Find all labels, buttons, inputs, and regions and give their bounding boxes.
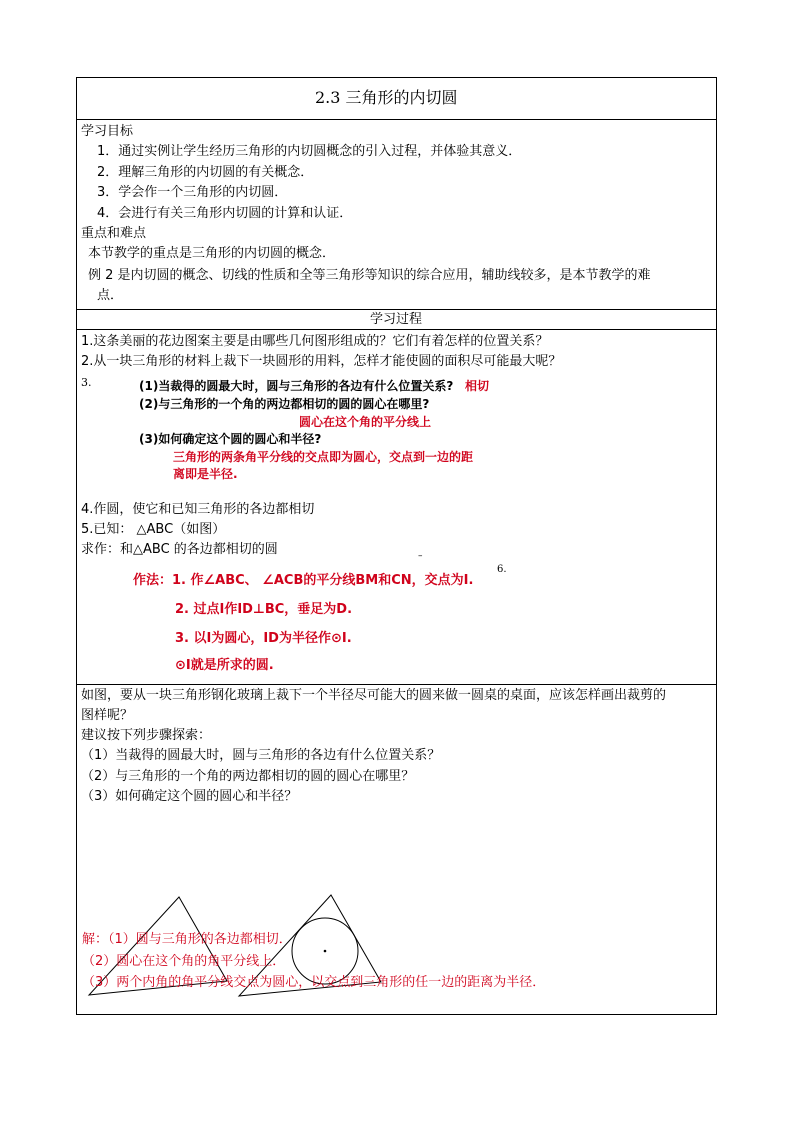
construction-step: 2. 过点I作ID⊥BC，垂足为D. [175,602,353,617]
question-1: 1.这条美丽的花边图案主要是由哪些几何图形组成的？它们有着怎样的位置关系？ [81,334,549,349]
solution-part-2: （2）圆心在这个角的角平分线上． [82,954,286,969]
question-3-part-2: (2)与三角形的一个角的两边都相切的圆的圆心在哪里? [139,397,430,411]
incenter-point [324,950,327,953]
page-title: 2.3 三角形的内切圆 [315,88,458,107]
question-3-part-3-answer: 离即是半径. [173,467,238,481]
process-heading-row [77,310,716,330]
objective-item: 4．会进行有关三角形内切圆的计算和认证． [97,206,353,221]
question-3-part-2-answer: 圆心在这个角的平分线上 [299,415,432,429]
keypoints-text: 例 2 是内切圆的概念、切线的性质和全等三角形等知识的综合应用，辅助线较多，是本节教学的难 [88,268,651,283]
construction-step: 作法：1. 作∠ABC、 ∠ACB的平分线BM和CN，交点为I. [133,573,474,588]
keypoints-text: 点． [97,288,124,303]
example-intro: 如图，要从一块三角形钢化玻璃上裁下一个半径尽可能大的圆来做一圆桌的桌面，应该怎样画出裁剪的 [81,688,667,703]
question-4: 4.作圆，使它和已知三角形的各边都相切 [81,502,315,517]
solution-part-1: 解：（1）圆与三角形的各边都相切． [82,932,292,947]
objective-item: 3．学会作一个三角形的内切圆． [97,185,288,200]
question-3-part-3: (3)如何确定这个圆的圆心和半径? [139,432,322,446]
objective-item: 2．理解三角形的内切圆的有关概念． [97,165,314,180]
process-row [77,330,716,685]
objectives-heading: 学习目标 [81,124,134,139]
title-row [77,78,716,120]
question-5-construct: 求作：和△ABC 的各边都相切的圆 [81,542,278,557]
example-step: （1）当裁得的圆最大时，圆与三角形的各边有什么位置关系？ [81,748,441,763]
objectives-row [77,120,716,310]
question-5-given: 5.已知： △ABC（如图） [81,522,226,537]
construction-step: 3. 以I为圆心，ID为半径作⊙I. [175,631,352,646]
construction-conclusion: ⊙I就是所求的圆. [175,658,274,673]
lesson-table [76,77,717,1015]
question-3-part-1-answer: 相切 [465,379,490,393]
example-step: （3）如何确定这个圆的圆心和半径？ [81,789,298,804]
example-intro: 图样呢？ [81,708,134,723]
question-6-number: 6. [497,564,507,575]
process-heading: 学习过程 [370,312,423,327]
example-step: （2）与三角形的一个角的两边都相切的圆的圆心在哪里？ [81,769,415,784]
question-3-part-3-answer: 三角形的两条角平分线的交点即为圆心，交点到一边的距 [173,450,474,464]
keypoints-heading: 重点和难点 [81,226,147,241]
stray-mark: – [418,551,423,561]
solution-part-3: （3）两个内角的角平分线交点为圆心，以交点到三角形的任一边的距离为半径． [82,975,546,990]
question-2: 2.从一块三角形的材料上裁下一块圆形的用料，怎样才能使圆的面积尽可能最大呢？ [81,354,562,369]
question-3-number: 3. [81,376,92,389]
keypoints-text: 本节教学的重点是三角形的内切圆的概念． [88,246,336,261]
question-3-part-1: (1)当裁得的圆最大时，圆与三角形的各边有什么位置关系? [139,379,454,393]
objective-item: 1．通过实例让学生经历三角形的内切圆概念的引入过程，并体验其意义． [97,144,522,159]
example-suggestion: 建议按下列步骤探索： [81,728,212,743]
